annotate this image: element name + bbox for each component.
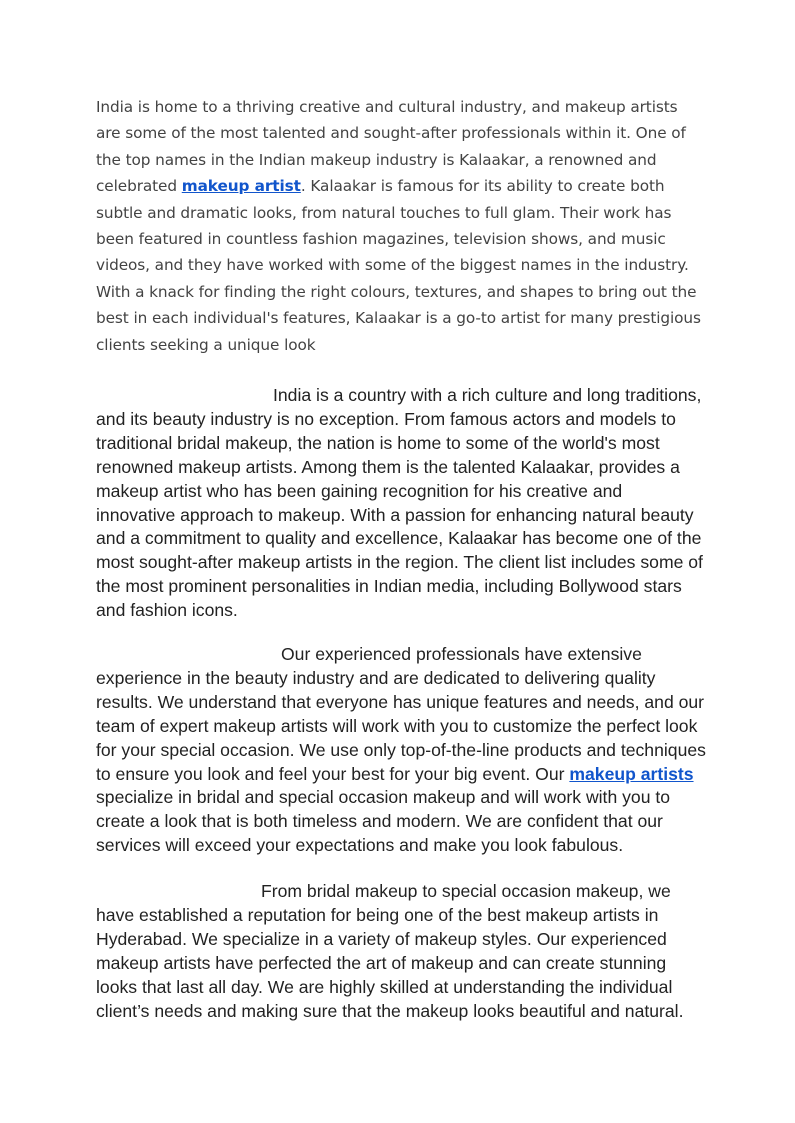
paragraph-professionals xyxy=(96,643,706,858)
paragraph-intro xyxy=(96,94,706,358)
paragraph-intro-text-end: . Kalaakar is famous for its ability to create both subtle and dramatic looks, from natural touches to full glam. Their work has been featured in countless fashion magazines, television shows, and music videos, and they have worked with some of the biggest names in the industry. With a knack for finding the right colours, textures, and shapes to bring out the best in each individual's features, Kalaakar is a go-to artist for many prestigious clients seeking a unique look xyxy=(96,177,701,354)
paragraph-culture xyxy=(96,384,706,623)
paragraph-professionals-text-start: Our experienced professionals have extensive experience in the beauty industry and are dedicated to delivering quality results. We understand that everyone has unique features and needs, and our team of expert makeup artists will work with you to customize the perfect look for your special occasion. We use only top-of-the-line products and techniques to ensure you look and feel your best for your big event. Our xyxy=(96,644,706,784)
paragraph-bridal-text: From bridal makeup to special occasion makeup, we have established a reputation for being one of the best makeup artists in Hyderabad. We specialize in a variety of makeup styles. Our experienced makeup artists have perfected the art of makeup and can create stunning looks that last all day. We are highly skilled at understanding the individual client’s needs and making sure that the makeup looks beautiful and natural. xyxy=(96,881,684,1021)
makeup-artist-link[interactable]: makeup artist xyxy=(181,177,301,196)
paragraph-intro-text-start: India is home to a thriving creative and cultural industry, and makeup artists are some of the most talented and sought-after professionals within it. One of the top names in the Indian makeup industry is Kalaakar, a renowned and celebrated xyxy=(96,98,686,196)
paragraph-bridal xyxy=(96,880,706,1023)
paragraph-professionals-text-end: specialize in bridal and special occasion makeup and will work with you to create a look that is both timeless and modern. We are confident that our services will exceed your expectations and make you look fabulous. xyxy=(96,787,671,856)
paragraph-culture-text: India is a country with a rich culture and long traditions, and its beauty industry is no exception. From famous actors and models to traditional bridal makeup, the nation is home to some of the world's most renowned makeup artists. Among them is the talented Kalaakar, provides a makeup artist who has been gaining recognition for his creative and innovative approach to makeup. With a passion for enhancing natural beauty and a commitment to quality and excellence, Kalaakar has become one of the most sought-after makeup artists in the region. The client list includes some of the most prominent personalities in Indian media, including Bollywood stars and fashion icons. xyxy=(96,385,703,621)
makeup-artists-link[interactable]: makeup artists xyxy=(569,763,694,784)
